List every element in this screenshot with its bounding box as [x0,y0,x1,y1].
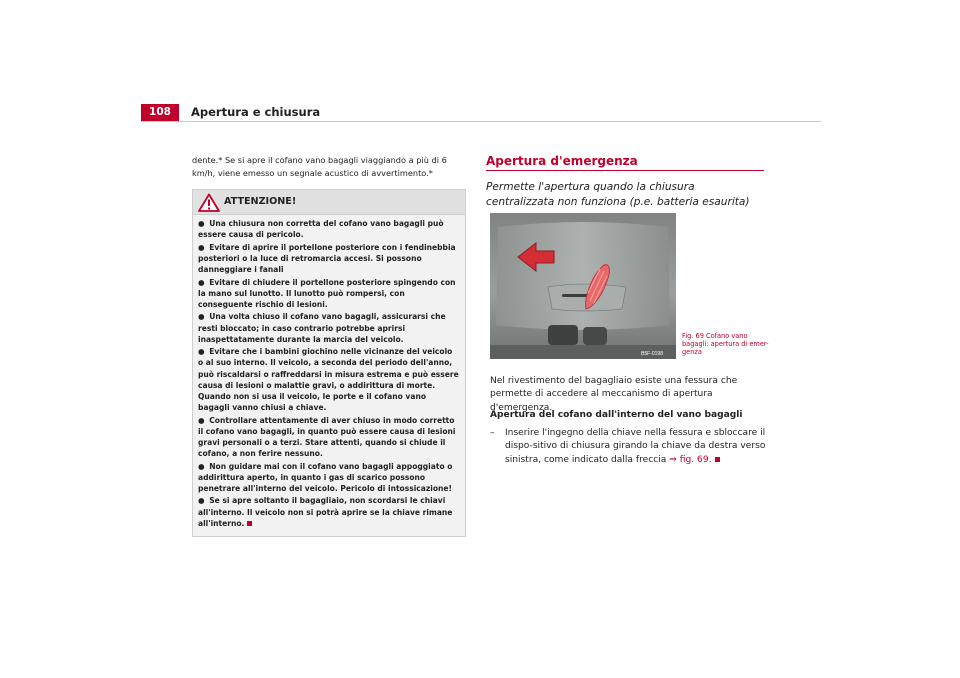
step-dash: – [490,428,495,438]
warning-item [198,218,460,240]
warning-item-text: Una chiusura non corretta del cofano vano bagagli può essere causa di pericolo. [198,219,444,240]
warning-item [198,346,460,413]
bullet-icon: ● [198,277,205,287]
warning-item-text: Evitare che i bambini giochino nelle vicinanze del veicolo o al suo interno. Il veicolo, a seconda del periodo dell'anno, può riscaldarsi o raffreddarsi in misura estrema e può essere causa di lesioni o malattie gravi, o addirittura di morte. Quando non si usa il veicolo, le porte e il cofano vano bagagli vanno chiusi a chiave. [198,347,459,413]
sub-heading: Apertura del cofano dall'interno del vano bagagli [490,410,743,420]
trunk-lid-emergency-release-image [490,213,676,359]
warning-item [198,242,460,276]
warning-item-text: Se si apre soltanto il bagagliaio, non scordarsi le chiavi all'interno. Il veicolo non si potrà aprire se la chiave rimane all'interno. [198,496,453,528]
warning-header [193,190,465,215]
bullet-icon: ● [198,496,205,506]
section-subtitle: Permette l'apertura quando la chiusura centralizzata non funziona (p.e. batteria esaurita) [486,181,750,208]
figure-code: B5F-0198 [641,351,663,357]
warning-item [198,461,460,495]
section-title: Apertura d'emergenza [486,154,764,171]
end-mark-icon [715,457,720,462]
figure-69 [490,213,772,359]
bullet-icon: ● [198,219,205,229]
bullet-icon: ● [198,461,205,471]
warning-item [198,415,460,460]
warning-box [192,189,466,537]
bullet-icon: ● [198,312,205,322]
figure-caption: Fig. 69 Cofano vano bagagli: apertura di emer-genza [682,332,769,357]
page-number: 108 [141,104,179,121]
warning-item-text: Una volta chiuso il cofano vano bagagli, assicurarsi che resti bloccato; in caso contrario potrebbe aprirsi inaspettatamente durante la marcia del veicolo. [198,312,446,344]
step-text: Inserire l'ingegno della chiave nella fessura e sbloccare il dispo-sitivo di chiusura girando la chiave da destra verso sinistra, come indicato dalla freccia [505,428,766,465]
warning-item-text: Non guidare mai con il cofano vano bagagli appoggiato o addirittura aperto, in quanto i gas di scarico possono penetrare all'interno del veicolo. Pericolo di intossicazione! [198,461,453,493]
warning-item-text: Evitare di aprire il portellone posteriore con i fendinebbia posteriori o la luce di retromarcia accesi. Si possono danneggiare i fanali [198,242,456,275]
intro-paragraph: dente.* Se si apre il cofano vano bagagli viaggiando a più di 6 km/h, viene emesso un segnale acustico di avvertimento.* [192,155,447,178]
left-column [192,154,464,537]
warning-item-text: Evitare di chiudere il portellone posteriore spingendo con la mano sul lunotto. Il lunotto può rompersi, con conseguente rischio di lesioni. [198,277,456,309]
warning-item [198,495,460,529]
bullet-icon: ● [198,347,205,357]
warning-triangle-icon [198,193,220,212]
chapter-title: Apertura e chiusura [191,105,321,119]
body-paragraph: Nel rivestimento del bagagliaio esiste una fessura che permette di accedere al meccanismo di apertura d'emergenza. [490,376,738,413]
warning-title: ATTENZIONE! [224,196,297,208]
warning-list [193,215,465,536]
bullet-icon: ● [198,242,205,252]
end-mark-icon [247,521,252,526]
header-divider [141,121,821,122]
warning-item-text: Controllare attentamente di aver chiuso in modo corretto il cofano vano bagagli, in quanto può essere causa di lesioni gravi personali o a terzi. Stare attenti, quando si chiude il cofano, a non ferire nessuno. [198,415,456,459]
step-item [490,427,772,467]
figure-reference-link[interactable]: ⇒ fig. 69. [669,454,712,465]
warning-item [198,311,460,345]
bullet-icon: ● [198,415,205,425]
right-column [486,154,769,465]
warning-item [198,277,460,311]
